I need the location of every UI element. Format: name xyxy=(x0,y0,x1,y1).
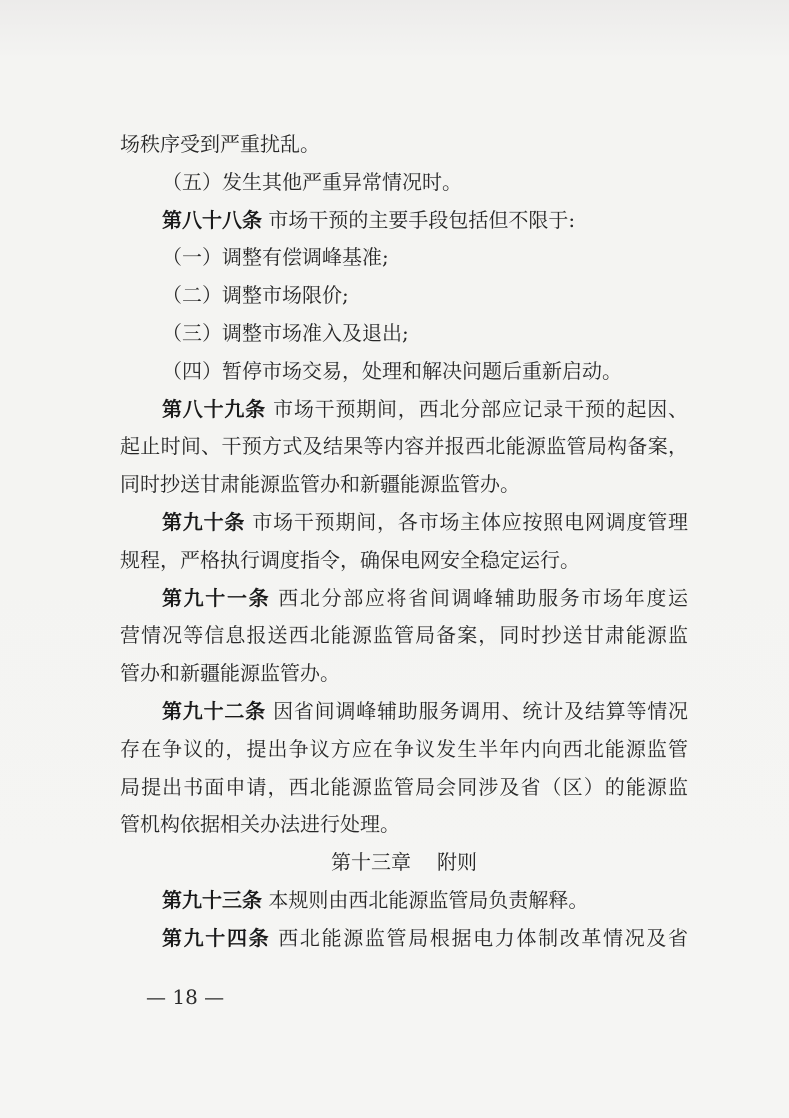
document-body xyxy=(120,126,688,958)
line-text: 管机构依据相关办法进行处理。 xyxy=(120,812,400,837)
line-text: （一）调整有偿调峰基准; xyxy=(162,245,389,270)
line-text: 市场干预期间，西北分部应记录干预的起因、 xyxy=(273,396,688,421)
article-93 xyxy=(120,882,688,920)
line-text: 场秩序受到严重扰乱。 xyxy=(120,132,320,156)
chapter-number: 第十三章 xyxy=(331,850,411,875)
text-line xyxy=(120,428,688,466)
list-item xyxy=(120,353,688,391)
text-line xyxy=(120,542,688,580)
line-text: 局提出书面申请，西北能源监管局会同涉及省（区）的能源监 xyxy=(120,774,688,799)
list-item xyxy=(120,239,688,277)
article-number: 第九十二条 xyxy=(162,698,266,723)
article-88 xyxy=(120,202,688,240)
line-text: （四）暂停市场交易，处理和解决问题后重新启动。 xyxy=(162,358,622,383)
list-item xyxy=(120,164,688,202)
article-91 xyxy=(120,580,688,618)
list-item xyxy=(120,315,688,353)
text-line xyxy=(120,769,688,807)
article-92 xyxy=(120,693,688,731)
text-line xyxy=(120,806,688,844)
chapter-title: 附则 xyxy=(437,850,477,875)
chapter-heading xyxy=(120,844,688,882)
line-text: 市场干预期间，各市场主体应按照电网调度管理 xyxy=(252,509,688,534)
line-text: 管办和新疆能源监管办。 xyxy=(120,661,340,686)
article-90 xyxy=(120,504,688,542)
text-line xyxy=(120,126,688,164)
article-94 xyxy=(120,920,688,958)
line-text: 市场干预的主要手段包括但不限于: xyxy=(268,207,576,232)
line-text: 同时抄送甘肃能源监管办和新疆能源监管办。 xyxy=(120,472,520,497)
line-text: 规程，严格执行调度指令，确保电网安全稳定运行。 xyxy=(120,547,580,572)
line-text: 存在争议的，提出争议方应在争议发生半年内向西北能源监管 xyxy=(120,736,688,761)
article-number: 第九十四条 xyxy=(162,925,271,950)
line-text: （二）调整市场限价; xyxy=(162,283,349,308)
page-number: — 18 — xyxy=(146,985,225,1009)
article-number: 第九十一条 xyxy=(162,585,271,610)
line-text: 起止时间、干预方式及结果等内容并报西北能源监管局构备案， xyxy=(120,434,688,459)
text-line xyxy=(120,731,688,769)
text-line xyxy=(120,617,688,655)
article-number: 第九十条 xyxy=(162,509,246,534)
line-text: 因省间调峰辅助服务调用、统计及结算等情况 xyxy=(273,698,688,723)
line-text: 西北分部应将省间调峰辅助服务市场年度运 xyxy=(278,585,688,610)
text-line xyxy=(120,655,688,693)
article-number: 第八十八条 xyxy=(162,207,262,232)
line-text: 本规则由西北能源监管局负责解释。 xyxy=(268,887,589,912)
line-text: （三）调整市场准入及退出; xyxy=(162,320,409,345)
article-number: 第九十三条 xyxy=(162,887,262,912)
article-89 xyxy=(120,391,688,429)
text-line xyxy=(120,466,688,504)
article-number: 第八十九条 xyxy=(162,396,266,421)
list-item xyxy=(120,277,688,315)
line-text: （五）发生其他严重异常情况时。 xyxy=(162,169,462,194)
line-text: 西北能源监管局根据电力体制改革情况及省 xyxy=(278,925,688,950)
line-text: 营情况等信息报送西北能源监管局备案，同时抄送甘肃能源监 xyxy=(120,623,688,648)
